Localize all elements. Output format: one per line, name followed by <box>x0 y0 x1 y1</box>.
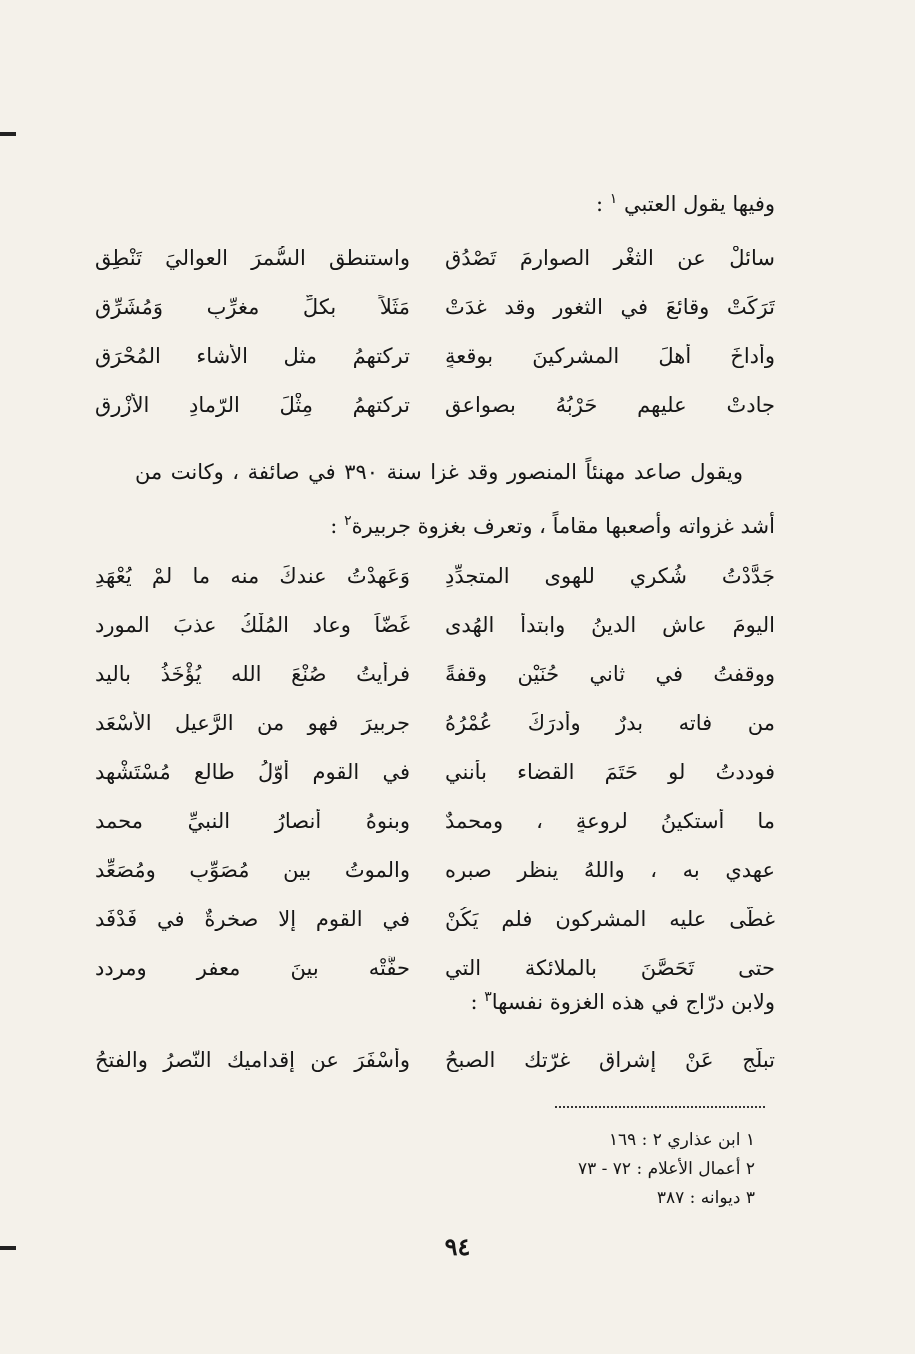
verse-second-hemistich: وَعَهِدْتُ عندكَ منه ما لمْ يُعْهَدِ <box>95 564 410 588</box>
poem-2 <box>95 556 775 997</box>
intro-colon: : <box>595 192 604 216</box>
intro-line-1 <box>596 192 775 215</box>
poem-1 <box>95 238 775 434</box>
verse-second-hemistich: تركتهمُ مثل الأشاء المُحْرَقِ <box>95 344 410 368</box>
verse-second-hemistich: والموتُ بين مُصَوِّبٍ ومُصَعِّد <box>95 858 410 882</box>
verse-first-hemistich: جَدَّدْتُ شُكري للهوى المتجدِّدِ <box>445 564 775 588</box>
footnote-ref: ٢ <box>344 513 352 529</box>
paragraph-line-2 <box>135 497 775 551</box>
verse-second-hemistich: غَضّاً وعاد المُلْكُ عذبَ المورد <box>95 613 410 637</box>
margin-mark <box>0 132 16 136</box>
verse-first-hemistich: غطّى عليه المشركون فلم يَكُنْ <box>445 907 775 931</box>
verse-first-hemistich: من فاته بدرٌ وأدرَكَ عُمْرُهُ <box>445 711 775 735</box>
footnotes <box>578 1126 755 1213</box>
verse <box>95 1040 775 1089</box>
verse <box>95 605 775 654</box>
footnote-divider <box>555 1106 765 1108</box>
verse <box>95 238 775 287</box>
footnote-ref: ٣ <box>484 989 492 1005</box>
page-number: ٩٤ <box>444 1232 471 1261</box>
paragraph-colon: : <box>330 514 338 538</box>
verse <box>95 899 775 948</box>
intro-colon: : <box>470 990 478 1014</box>
verse <box>95 850 775 899</box>
verse <box>95 654 775 703</box>
verse-first-hemistich: عهدي به ، واللهُ ينظر صبره <box>445 858 775 882</box>
prose-paragraph <box>135 448 775 551</box>
paragraph-text: أشد غزواته وأصعبها مقاماً ، وتعرف بغزوة جربيرة <box>351 514 775 538</box>
footnote-ref: ١ <box>609 191 618 207</box>
footnote: ١ ابن عذاري ٢ : ١٦٩ <box>608 1130 755 1150</box>
verse-first-hemistich: جادتْ عليهم حَرْبُهُ بصواعقٍ <box>445 393 775 417</box>
verse-second-hemistich: في القوم إلا صخرةٌ في فَدْفَد <box>95 907 410 931</box>
verse-second-hemistich: تركتهمُ مِثْلَ الرّمادِ الأزْرقِ <box>95 393 410 417</box>
verse <box>95 703 775 752</box>
verse <box>95 385 775 434</box>
verse-first-hemistich: ووقفتُ في ثاني حُنَيْنٍ وقفةً <box>445 662 775 686</box>
verse-first-hemistich: فوددتُ لو حَتَمَ القضاء بأنني <box>445 760 775 784</box>
footnote: ٢ أعمال الأعلام : ٧٢ - ٧٣ <box>577 1159 755 1179</box>
verse-second-hemistich: في القوم أوّلُ طالعٍ مُسْتَشْهد <box>95 760 410 784</box>
verse-second-hemistich: مَثَلاً بكلِّ مغرِّبٍ وَمُشَرِّقِ <box>95 295 410 319</box>
poem-3 <box>95 1040 775 1089</box>
verse-first-hemistich: اليومَ عاش الدينُ وابتدأ الهُدى <box>445 613 775 637</box>
verse <box>95 287 775 336</box>
paragraph-line-1: ويقول صاعد مهنئاً المنصور وقد غزا سنة ٣٩٠ في صائفة ، وكانت من <box>135 460 744 484</box>
footnote: ٣ ديوانه : ٣٨٧ <box>656 1188 755 1208</box>
verse <box>95 801 775 850</box>
verse <box>95 752 775 801</box>
verse-first-hemistich: ما أستكينُ لروعةٍ ، ومحمدٌ <box>445 809 775 833</box>
verse-first-hemistich: حتى تَحَصَّنَ بالملائكة التي <box>445 956 775 980</box>
verse-second-hemistich: جربيرَ فهو من الرَّعيلِ الأسْعَد <box>95 711 410 735</box>
verse-first-hemistich: سائلْ عن الثغْرِ الصوارمَ تَصْدُقِ <box>445 246 775 270</box>
intro-text: وفيها يقول العتبي <box>623 192 775 216</box>
intro-line-3 <box>470 990 775 1013</box>
verse-second-hemistich: وأسْفَرَ عن إقداميك النّصرُ والفتحُ <box>95 1048 410 1072</box>
verse <box>95 336 775 385</box>
verse-second-hemistich: وبنوهُ أنصارُ النبيِّ محمد <box>95 809 410 833</box>
verse-first-hemistich: تَرَكَتْ وقائعَ في الثغور وقد غدَتْ <box>445 295 775 319</box>
verse-second-hemistich: فرأيتُ صُنْعَ الله يُؤْخَذُ باليد <box>95 662 410 686</box>
verse <box>95 556 775 605</box>
verse-second-hemistich: حفَّتْه بينَ معفرٍ ومردد <box>95 956 410 980</box>
verse-second-hemistich: واستنطقِ السُّمرَ العواليَ تَنْطِقِ <box>95 246 410 270</box>
verse-first-hemistich: وأداخَ أهلَ المشركينَ بوقعةٍ <box>445 344 775 368</box>
verse-first-hemistich: تبلّج عَنْ إشراقِ غرّتك الصبحُ <box>445 1048 775 1072</box>
intro-text: ولابن درّاج في هذه الغزوة نفسها <box>491 990 775 1014</box>
